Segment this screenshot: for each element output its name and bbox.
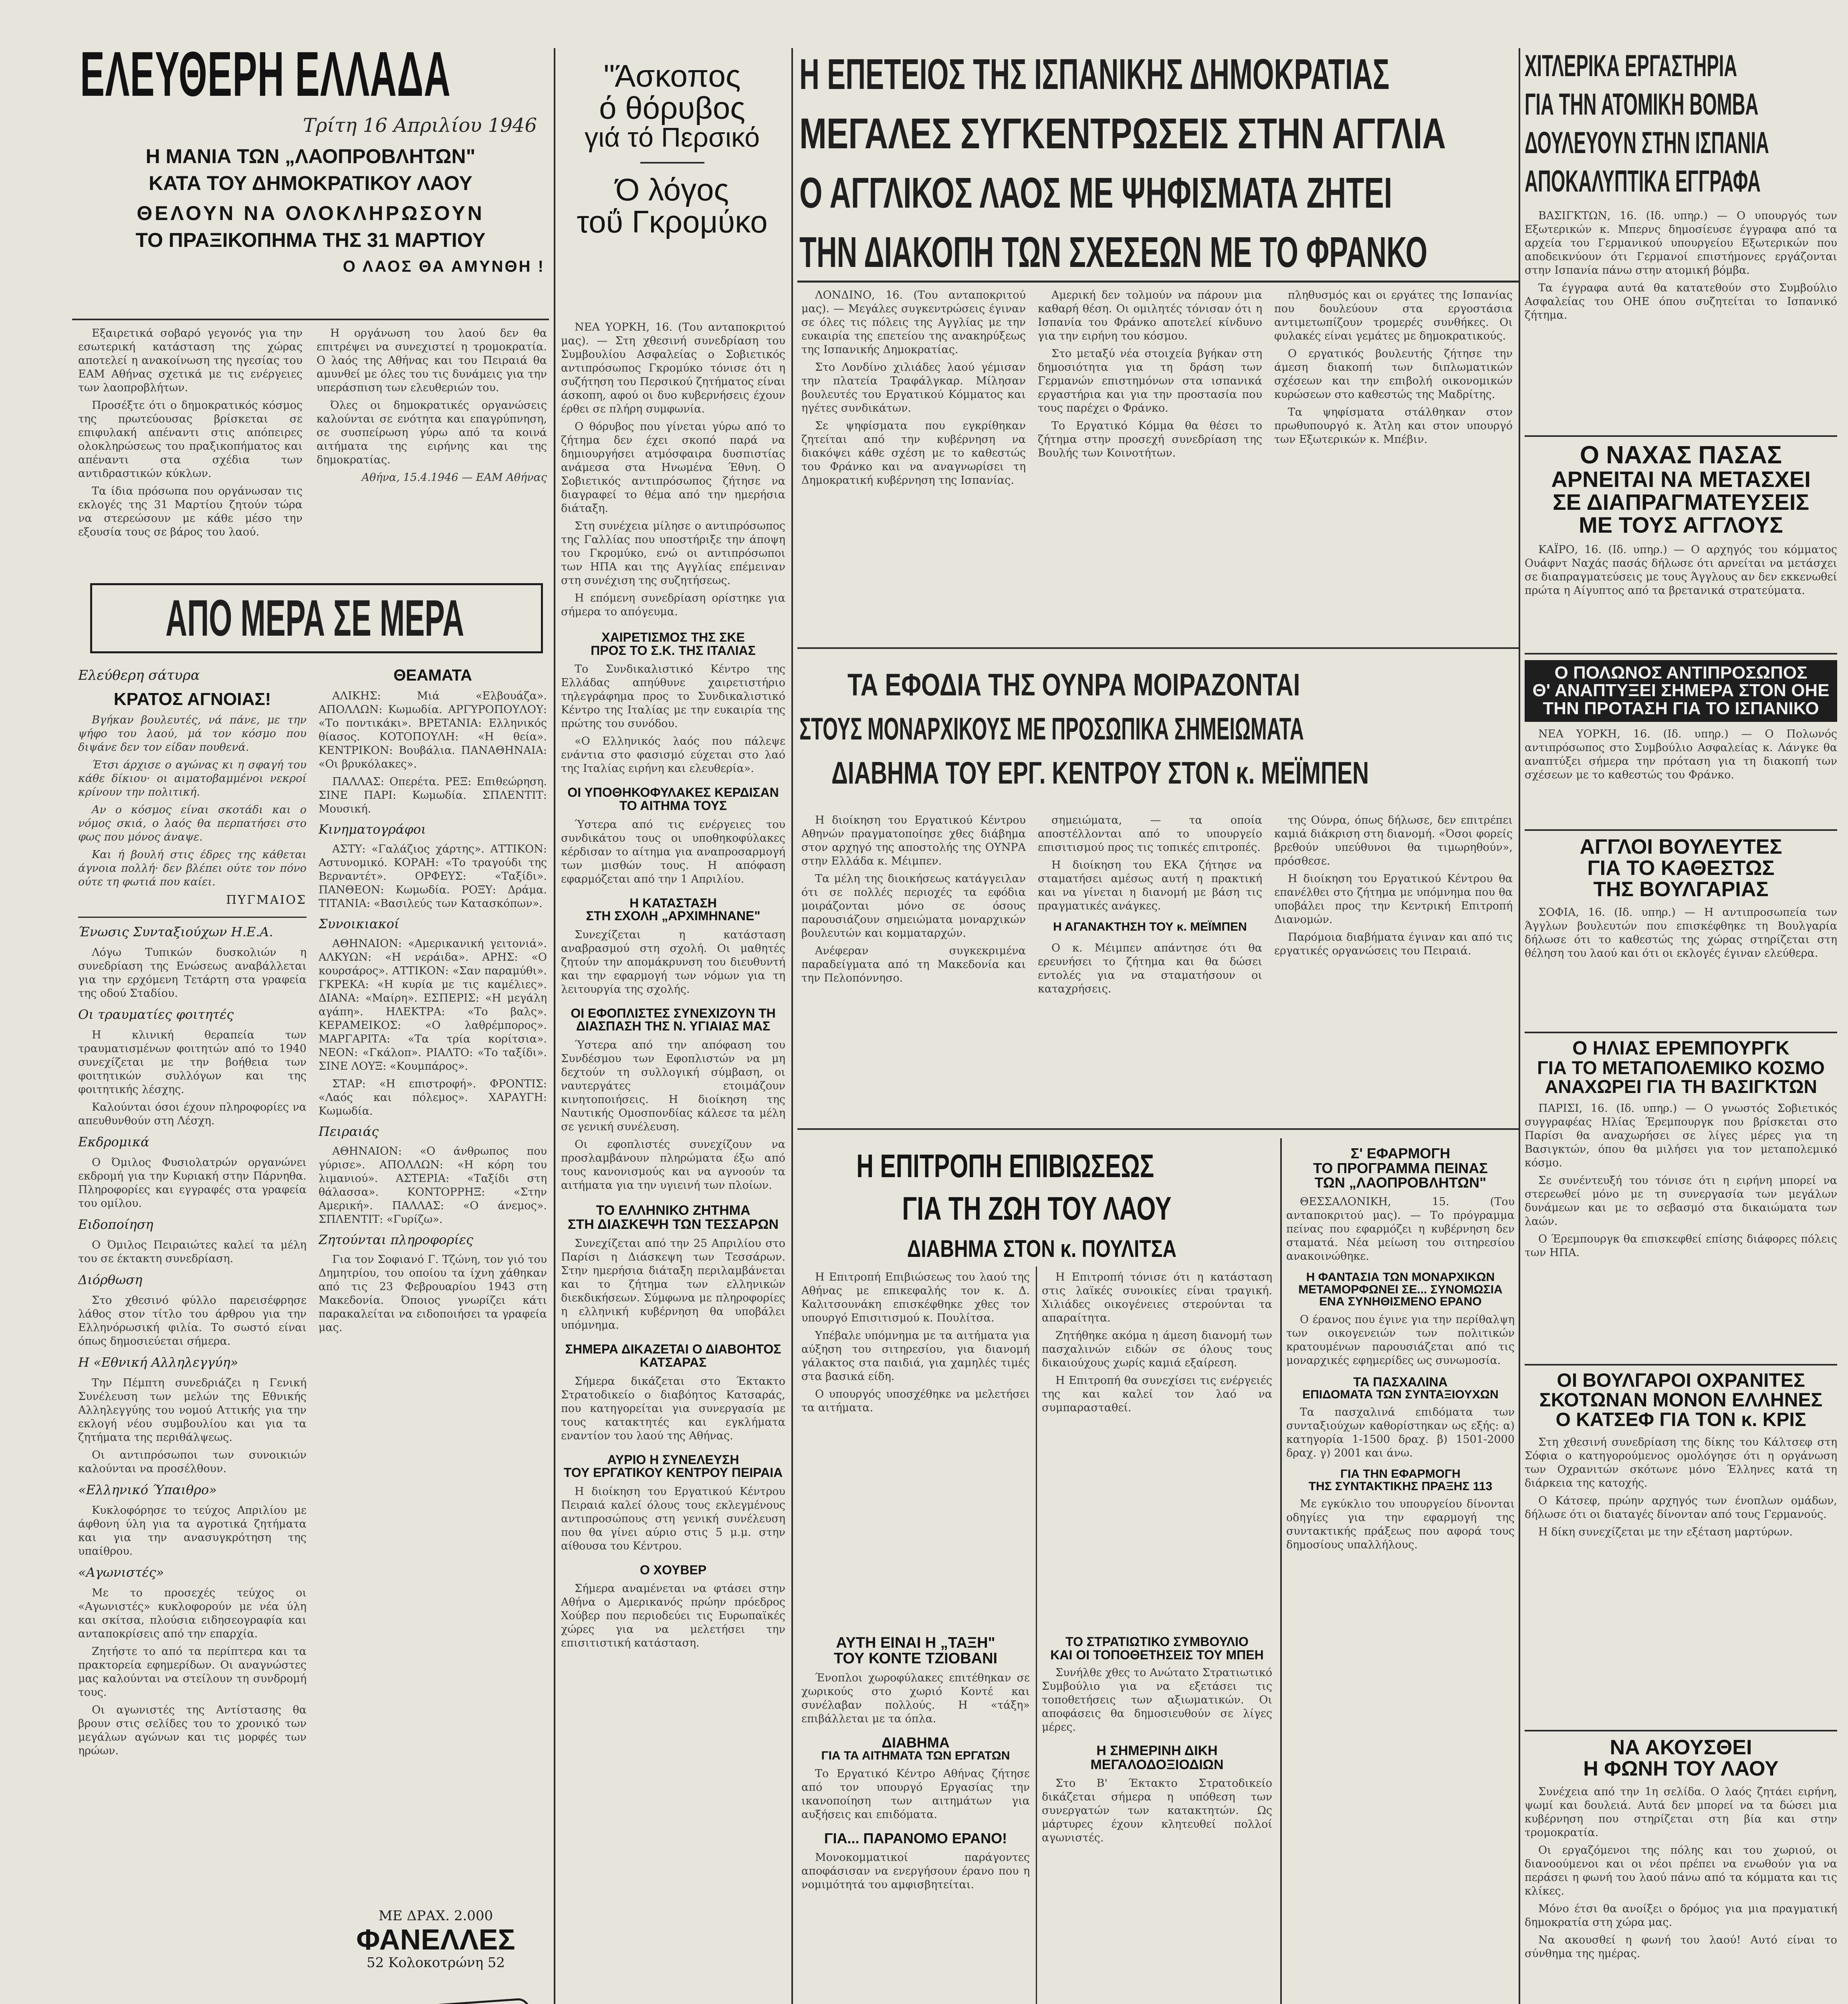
poland-1: Ο ΠΟΛΩΝΟΣ ΑΝΤΙΠΡΟΣΩΠΟΣ (1554, 663, 1808, 683)
promo-banner (341, 1998, 536, 2004)
famine-line-2: ΤΟ ΠΡΟΓΡΑΜΜΑ ΠΕΙΝΑΣ (1313, 1160, 1488, 1176)
left-sub-4: Εκδρομικά (78, 1134, 149, 1149)
col3-greekq-1: ΤΟ ΕΛΛΗΝΙΚΟ ΖΗΤΗΜΑ (596, 1203, 750, 1218)
unrra-line-2: ΣΤΟΥΣ ΜΟΝΑΡΧΙΚΟΥΣ ΜΕ ΠΡΟΣΩΠΙΚΑ ΣΗΜΕΙΩΜΑΤΑ (799, 711, 1304, 746)
left-sub-6: Διόρθωση (78, 1272, 143, 1287)
taxi-1: ΑΥΤΗ ΕΙΝΑΙ Η „ΤΑΞΗ" (836, 1635, 995, 1651)
military-1: ΤΟ ΣΤΡΑΤΙΩΤΙΚΟ ΣΥΜΒΟΥΛΙΟ (1065, 1635, 1249, 1649)
bulg-3: Ο ΚΑΤΣΕΦ ΓΙΑ ΤΟΝ κ. ΚΡΙΣ (1555, 1409, 1806, 1430)
left-sub-9: «Αγωνιστές» (78, 1564, 164, 1580)
military-2: ΚΑΙ ΟΙ ΤΟΠΟΘΕΤΗΣΕΙΣ ΤΟΥ ΜΠΕΗ (1050, 1647, 1264, 1662)
famine-line-1: Σ' ΕΦΑΡΜΟΓΗ (1350, 1146, 1451, 1162)
lead-left-line-2: ΚΑΤΑ ΤΟΥ ΔΗΜΟΚΡΑΤΙΚΟΥ ΛΑΟΥ (149, 172, 472, 194)
lead-left-line-1: Η ΜΑΝΙΑ ΤΩΝ „ΛΑΟΠΡΟΒΛΗΤΩΝ" (145, 145, 476, 168)
lead-left-tagline: Ο ΛΑΟΣ ΘΑ ΑΜΥΝΘΗ ! (343, 258, 545, 275)
theatre-cinema: Κινηματογράφοι (319, 821, 426, 837)
hitler-line-1: ΧΙΤΛΕΡΙΚΑ ΕΡΓΑΣΤΗΡΙΑ (1525, 49, 1737, 83)
persian-headline (559, 60, 785, 238)
practice-1: ΓΙΑ ΤΗΝ ΕΦΑΡΜΟΓΗ (1340, 1467, 1461, 1481)
left-poem: Βγήκαν βουλευτές, νά πάνε, με την ψήφο του λαού, μά τον κόσμο που διψάνε δεν τον είδαν πουθενά. Έτσι άρχισε ο αγώνας κι η σφαγή του κάθε δίκιου· οι αιματοβαμμένοι νεκροί κρίνουν την πολιτική. Αν ο κόσμος είναι σκοτάδι και ο νόμος σκιά, ο λαός θα περπατήσει στο φως που μόνος άναψε. Και ή βουλή στις έδρες της κάθεται άγνοια πολλή· δεν βλέπει ούτε τον πόνο ούτε τη φωτιά που καίει. (78, 713, 307, 888)
lead-left-body-2: Η οργάνωση του λαού δεν θα επιτρέψει να συνεχιστεί η τρομοκρατία. Ο λαός της Αθήνας και του Πειραιά θα αμυνθεί με όλες του τις δυνάμεις για την υπεράσπιση των ελευθεριών του. Όλες οι δημοκρατικές οργανώσεις καλούνται σε ενότητα και επαγρύπνηση, σε συσπείρωση γύρω από τα κοινά αιτήματα της ειρήνης και της δημοκρατίας. Αθήνα, 15.4.1946 — ΕΑΜ Αθήνας (317, 327, 547, 484)
persian-line-4: Ό λόγος (615, 172, 729, 208)
col3-kitsos: ΣΗΜΕΡΑ ΔΙΚΑΖΕΤΑΙ Ο ΔΙΑΒΟΗΤΟΣ ΚΑΤΣΑΡΑΣ (565, 1342, 781, 1370)
spain-body-3: πληθυσμός και οι εργάτες της Ισπανίας που δουλεύουν στα εργοστάσια αντιμετωπίζουν τρομερές συνθήκες. Οι φυλακές είναι γεμάτες με δημοκρατικούς. Ο εργατικός βουλευτής ζήτησε την άμεση διακοπή των διπλωματικών σχέσεων και την επιβολή οικονομικών κυρώσεων στο καθεστώς της Μαδρίτης. Τα ψηφίσματα στάλθηκαν στον πρωθυπουργό κ. Άτλη και στον υπουργό των Εξωτερικών κ. Μπέβιν. (1274, 289, 1513, 446)
persian-line-5: τοΰ Γκρομύκο (577, 204, 768, 239)
lead-left-body-1: Εξαιρετικά σοβαρό γεγονός για την εσωτερική κατάσταση της χώρας αποτελεί η ανακοίνωση της ηγεσίας του ΕΑΜ Αθήνας σχετικά με τις ενέργειες των λαοπροβλήτων. Προσέξτε ότι ο δημοκρατικός κόσμος της πρωτεύουσας βρίσκεται σε επιφυλακή απέναντι στις απόπειρες ολοκληρώσεως του πραξικοπήματος και απέναντι στα σχέδια των αντιδραστικών κύκλων. Τα ίδια πρόσωπα που οργάνωσαν τις εκλογές της 31 Μαρτίου ζητούν τώρα να στερεώσουν με κάθε μέσο την εξουσία τους σε βάρος του λαού. (78, 327, 303, 538)
survival-lower-left: ΑΥΤΗ ΕΙΝΑΙ Η „ΤΑΞΗ" ΤΟΥ ΚΟΝΤΕ ΤΖΙΟΒΑΝΙ Ένοπλοι χωροφύλακες επιτέθηκαν σε χωρικούς στο χωριό Κοντέ και συνέλαβαν πολλούς. Η «τάξη» επιβάλλεται με τα όπλα. ΔΙΑΒΗΜΑ ΓΙΑ ΤΑ ΑΙΤΗΜΑΤΑ ΤΩΝ ΕΡΓΑΤΩΝ Το Εργατικό Κέντρο Αθήνας ζήτησε από τον υπουργό Εργασίας την ικανοποίηση των αιτημάτων για αυξήσεις και επιδόματα. ΓΙΑ... ΠΑΡΑΝΟΜΟ ΕΡΑΝΟ! Μονοκομματικοί παράγοντες αποφάσισαν να ενεργήσουν έρανο που η νομιμότητά του αμφισβητείται. (801, 1635, 1030, 1891)
herriot-2: ΓΙΑ ΤΟ ΜΕΤΑΠΟΛΕΜΙΚΟ ΚΟΣΜΟ (1537, 1057, 1825, 1079)
col3-greetings-2: ΠΡΟΣ ΤΟ Σ.Κ. ΤΗΣ ΙΤΑΛΙΑΣ (591, 643, 756, 658)
taxi-2: ΤΟΥ ΚΟΝΤΕ ΤΖΙΟΒΑΝΙ (833, 1650, 998, 1667)
unrra-line-1: ΤΑ ΕΦΟΔΙΑ ΤΗΣ ΟΥΝΡΑ ΜΟΙΡΑΖΟΝΤΑΙ (847, 667, 1300, 702)
unrra-body-3: της Ούνρα, όπως δήλωσε, δεν επιτρέπει καμιά διάκριση στη διανομή. «Όσοι φορείς βρεθούν υπεύθυνοι θα τιμωρηθούν», πρόσθεσε. Η διοίκηση του Εργατικού Κέντρου θα επανέλθει στο ζήτημα με υπόμνημα που θα υποβάλει προς την Κεντρική Επιτροπή Διανομών. Παρόμοια διαβήματα έγιναν και από τις εργατικές οργανώσεις του Πειραιά. (1274, 814, 1513, 957)
famine-column: Σ' ΕΦΑΡΜΟΓΗ ΤΟ ΠΡΟΓΡΑΜΜΑ ΠΕΙΝΑΣ ΤΩΝ „ΛΑΟΠΡΟΒΛΗΤΩΝ" ΘΕΣΣΑΛΟΝΙΚΗ, 15. (Του ανταποκριτού μας). — Το πρόγραμμα πείνας που εφαρμόζει η κυβέρνηση δεν σταματά. Νέα μείωση του σιτηρεσίου ανακοινώθηκε. Η ΦΑΝΤΑΣΙΑ ΤΩΝ ΜΟΝΑΡΧΙΚΩΝ ΜΕΤΑΜΟΡΦΩΝΕΙ ΣΕ... ΣΥΝΟΜΩΣΙΑ ΕΝΑ ΣΥΝΗΘΙΣΜΕΝΟ ΕΡΑΝΟ Ο έρανος που έγινε για την περίθαλψη των οικογενειών των πολιτικών κρατουμένων παρουσιάζεται από τις μοναρχικές εφημερίδες ως συνωμοσία. ΤΑ ΠΑΣΧΑΛΙΝΑ ΕΠΙΔΟΜΑΤΑ ΤΩΝ ΣΥΝΤΑΞΙΟΥΧΩΝ Τα πασχαλινά επιδόματα των συνταξιούχων καθορίστηκαν ως εξής: α) κατηγορία 1-1500 δραχ. β) 1501-2000 δραχ. γ) 2001 και άνω. ΓΙΑ ΤΗΝ ΕΦΑΡΜΟΓΗ ΤΗΣ ΣΥΝΤΑΚΤΙΚΗΣ ΠΡΑΞΗΣ 113 Με εγκύκλιο του υπουργείου δίνονται οδηγίες για την εφαρμογή της συντακτικής πράξεως που αφορά τους δημοσίους υπαλλήλους. (1286, 1146, 1515, 1551)
workers-2: ΓΙΑ ΤΑ ΑΙΤΗΜΑΤΑ ΤΩΝ ΕΡΓΑΤΩΝ (821, 1749, 1010, 1763)
poland-3: ΤΗΝ ΠΡΟΤΑΣΗ ΓΙΑ ΤΟ ΙΣΠΑΝΙΚΟ (1543, 699, 1819, 719)
flannel-ad-title: ΦΑΝΕΛΛΕΣ (356, 1924, 515, 1956)
spain-line-2: ΜΕΓΑΛΕΣ ΣΥΓΚΕΝΤΡΩΣΕΙΣ ΣΤΗΝ ΑΓΓΛΙΑ (799, 109, 1446, 158)
daily-column-box (90, 583, 543, 653)
nahas-1: Ο ΝΑΧΑΣ ΠΑΣΑΣ (1580, 441, 1782, 469)
survival-line-1: Η ΕΠΙΤΡΟΠΗ ΕΠΙΒΙΩΣΕΩΣ (856, 1148, 1154, 1184)
col3-piraeus-1: ΑΥΡΙΟ Η ΣΥΝΕΛΕΥΣΗ (607, 1452, 739, 1467)
masthead-title: ΕΛΕΥΘΕΡΗ ΕΛΛΑΔΑ (80, 39, 451, 109)
survival-line-3: ΔΙΑΒΗΜΑ ΣΤΟΝ κ. ΠΟΥΛΙΤΣΑ (907, 1235, 1177, 1262)
daily-column-title: ΑΠΟ ΜΕΡΑ ΣΕ ΜΕΡΑ (165, 590, 464, 647)
nahas-4: ΜΕ ΤΟΥΣ ΑΓΓΛΟΥΣ (1579, 512, 1783, 538)
survival-body-1: Η Επιτροπή Επιβιώσεως του λαού της Αθήνας με επικεφαλής τον κ. Δ. Καλιτσουνάκη επισκέφθηκε χθες τον υπουργό Επισιτισμού κ. Πουλίτσα. Υπέβαλε υπόμνημα με τα αιτήματα για αύξηση του σιτηρεσίου, για διανομή γάλακτος στα παιδιά, για χαμηλές τιμές στα βασικά είδη. Ο υπουργός υποσχέθηκε να μελετήσει τα αιτήματα. (801, 1271, 1030, 1414)
hitler-body: ΒΑΣΙΓΚΤΩΝ, 16. (Ιδ. υπηρ.) — Ο υπουργός των Εξωτερικών κ. Μπερνς δημοσίευσε έγγραφα από τα αρχεία του Γερμανικού υπουργείου Εξωτερικών που αποδεικνύουν ότι Γερμανοί επιστήμονες εργάζονται στην Ισπανία πάνω στην ατομική βόμβα. Τα έγγραφα αυτά θα κατατεθούν στο Συμβούλιο Ασφαλείας του ΟΗΕ όπου συζητείται το Ισπανικό ζήτημα. (1525, 210, 1837, 321)
col3-greetings-1: ΧΑΙΡΕΤΙΣΜΟΣ ΤΗΣ ΣΚΕ (601, 630, 745, 644)
col3-arkimane-2: ΣΤΗ ΣΧΟΛΗ „ΑΡΧΙΜΗΝΑΝΕ" (586, 909, 761, 923)
left-section-label: Ελεύθερη σάτυρα (78, 667, 200, 683)
left-poem-author: ΠΥΓΜΑΙΟΣ (226, 893, 307, 907)
herriot-1: Ο ΗΛΙΑΣ ΕΡΕΜΠΟΥΡΓΚ (1572, 1038, 1789, 1059)
persian-line-3: γιά τό Περσικό (584, 122, 760, 153)
famine-line-3: ΤΩΝ „ΛΑΟΠΡΟΒΛΗΤΩΝ" (1314, 1174, 1487, 1191)
left-sub-8: «Ελληνικό Ύπαιθρο» (78, 1482, 217, 1497)
col3-clerks: ΟΙ ΥΠΟΘΗΚΟΦΥΛΑΚΕΣ ΚΕΡΔΙΣΑΝ ΤΟ ΑΙΤΗΜΑ ΤΟΥΣ (567, 785, 779, 813)
persian-line-1: "Άσκοπος (603, 58, 741, 93)
col3-piraeus-2: ΤΟΥ ΕΡΓΑΤΙΚΟΥ ΚΕΝΤΡΟΥ ΠΕΙΡΑΙΑ (563, 1465, 783, 1480)
col3-greekq-2: ΣΤΗ ΔΙΑΣΚΕΨΗ ΤΩΝ ΤΕΣΣΑΡΩΝ (567, 1216, 779, 1232)
theatre-wanted: Ζητούνται πληροφορίες (319, 1232, 473, 1247)
fantasy-3: ΕΝΑ ΣΥΝΗΘΙΣΜΕΝΟ ΕΡΑΝΟ (1319, 1295, 1482, 1309)
col3-arkimane-1: Η ΚΑΤΑΣΤΑΣΗ (629, 895, 717, 910)
spain-line-3: Ο ΑΓΓΛΙΚΟΣ ΛΑΟΣ ΜΕ ΨΗΦΙΣΜΑΤΑ ΖΗΤΕΙ (799, 168, 1392, 217)
unrra-sub: Η ΑΓΑΝΑΚΤΗΣΗ ΤΟΥ κ. ΜΕΪΜΠΕΝ (1053, 920, 1247, 933)
voice-2: Η ΦΩΝΗ ΤΟΥ ΛΑΟΥ (1583, 1757, 1779, 1780)
left-sub-3: Οι τραυματίες φοιτητές (78, 1006, 234, 1022)
lead-left-line-4: ΤΟ ΠΡΑΞΙΚΟΠΗΜΑ ΤΗΣ 31 ΜΑΡΤΙΟΥ (135, 229, 486, 251)
hitler-line-4: ΑΠΟΚΑΛΥΠΤΙΚΑ ΕΓΓΡΑΦΑ (1525, 164, 1761, 198)
bulg-1: ΟΙ ΒΟΥΛΓΑΡΟΙ ΟΧΡΑΝΙΤΕΣ (1557, 1370, 1805, 1392)
hitler-line-2: ΓΙΑ ΤΗΝ ΑΤΟΜΙΚΗ ΒΟΜΒΑ (1525, 87, 1759, 121)
workers-1: ΔΙΑΒΗΜΑ (882, 1734, 950, 1751)
spain-headline (799, 48, 1513, 281)
persian-line-2: ό θόρυβος (599, 90, 745, 125)
lead-left-headline (76, 146, 545, 275)
flannel-ad (325, 1908, 547, 1996)
unrra-line-3: ΔΙΑΒΗΜΑ ΤΟΥ ΕΡΓ. ΚΕΝΤΡΟΥ ΣΤΟΝ κ. ΜΕΪΜΠΕΝ (831, 755, 1369, 790)
masthead (80, 39, 549, 109)
theatre-piraeus: Πειραιάς (319, 1123, 379, 1139)
herriot-3: ΑΝΑΧΩΡΕΙ ΓΙΑ ΤΗ ΒΑΣΙΓΚΤΩΝ (1545, 1076, 1817, 1097)
masthead-date: Τρίτη 16 Απριλίου 1946 (303, 114, 537, 137)
right-column: ΧΙΤΛΕΡΙΚΑ ΕΡΓΑΣΤΗΡΙΑ ΓΙΑ ΤΗΝ ΑΤΟΜΙΚΗ ΒΟΜΒΑ ΔΟΥΛΕΥΟΥΝ ΣΤΗΝ ΙΣΠΑΝΙΑ ΑΠΟΚΑΛΥΠΤΙΚΑ ΕΓΓΡΑΦΑ ΒΑΣΙΓΚΤΩΝ, 16. (Ιδ. υπηρ.) — Ο υπουργός των Εξωτερικών κ. Μπερνς δημοσίευσε έγγραφα από τα αρχεία του Γερμανικού υπουργείου Εξωτερικών που αποδεικνύουν ότι Γερμανοί επιστήμονες εργάζονται στην Ισπανία πάνω στην ατομική βόμβα. Τα έγγραφα αυτά θα κατατεθούν στο Συμβούλιο Ασφαλείας του ΟΗΕ όπου συζητείται το Ισπανικό ζήτημα. Ο ΝΑΧΑΣ ΠΑΣΑΣ ΑΡΝΕΙΤΑΙ ΝΑ ΜΕΤΑΣΧΕΙ ΣΕ ΔΙΑΠΡΑΓΜΑΤΕΥΣΕΙΣ ΜΕ ΤΟΥΣ ΑΓΓΛΟΥΣ ΚΑΪΡΟ, 16. (Ιδ. υπηρ.) — Ο αρχηγός του κόμματος Ουάφντ Ναχάς πασάς δήλωσε ότι αρνείται να μετάσχει σε διαπραγματεύσεις με τους Άγγλους αν δεν εκκενωθεί πρώτα η Αίγυπτος από τα βρετανικά στρατεύματα. Ο ΠΟΛΩΝΟΣ ΑΝΤΙΠΡΟΣΩΠΟΣ Θ' ΑΝΑΠΤΥΞΕΙ ΣΗΜΕΡΑ ΣΤΟΝ ΟΗΕ ΤΗΝ ΠΡΟΤΑΣΗ ΓΙΑ ΤΟ ΙΣΠΑΝΙΚΟ ΝΕΑ ΥΟΡΚΗ, 16. (Ιδ. υπηρ.) — Ο Πολωνός αντιπρόσωπος στο Συμβούλιο Ασφαλείας κ. Λάνγκε θα αναπτύξει σήμερα την πρόταση για τη διακοπή των σχέσεων με το καθεστώς του Φράνκο. ΑΓΓΛΟΙ ΒΟΥΛΕΥΤΕΣ ΓΙΑ ΤΟ ΚΑΘΕΣΤΩΣ ΤΗΣ ΒΟΥΛΓΑΡΙΑΣ ΣΟΦΙΑ, 16. (Ιδ. υπηρ.) — Η αντιπροσωπεία των Άγγλων βουλευτών που επισκέφθηκε τη Βουλγαρία δήλωσε ότι το καθεστώς της χώρας στηρίζεται στη θέληση του λαού και ότι οι εκλογές έγιναν ελεύθερα. Ο ΗΛΙΑΣ ΕΡΕΜΠΟΥΡΓΚ ΓΙΑ ΤΟ ΜΕΤΑΠΟΛΕΜΙΚΟ ΚΟΣΜΟ ΑΝΑΧΩΡΕΙ ΓΙΑ ΤΗ ΒΑΣΙΓΚΤΩΝ ΠΑΡΙΣΙ, 16. (Ιδ. υπηρ.) — Ο γνωστός Σοβιετικός συγγραφέας Ηλίας Έρεμπουργκ που βρίσκεται στο Παρίσι θα αναχωρήσει σε λίγες μέρες για τη Βασιγκτών, όπου θα μιλήσει για τον μεταπολεμικό κόσμο. Σε συνέντευξή του τόνισε ότι η ειρήνη μπορεί να στερεωθεί μόνο με τη συνεργασία των μεγάλων δυνάμεων και με το σεβασμό στα δικαιώματα των λαών. Ο Έρεμπουργκ θα επισκεφθεί επίσης διάφορες πόλεις των ΗΠΑ. ΟΙ ΒΟΥΛΓΑΡΟΙ ΟΧΡΑΝΙΤΕΣ ΣΚΟΤΩΝΑΝ ΜΟΝΟΝ ΕΛΛΗΝΕΣ Ο ΚΑΤΣΕΦ ΓΙΑ ΤΟΝ κ. ΚΡΙΣ Στη χθεσινή συνεδρίαση της δίκης του Κάλτσεφ στη Σόφια ο κατηγορούμενος ομολόγησε ότι η οργάνωση των Οχρανιτών σκότωνε μόνο Έλληνες κατά τη διάρκεια της κατοχής. Ο Κάτσεφ, πρώην αρχηγός των ένοπλων ομάδων, δήλωσε ότι οι διαταγές δίνονταν από τους Γερμανούς. Η δίκη συνεχίζεται με την εξέταση μαρτύρων. ΝΑ ΑΚΟΥΣΘΕΙ Η ΦΩΝΗ ΤΟΥ ΛΑΟΥ Συνέχεια από την 1η σελίδα. Ο λαός ζητάει ειρήνη, ψωμί και δουλειά. Αυτά δεν μπορεί να τα δώσει μια κυβέρνηση που στηρίζεται στη βία και στην τρομοκρατία. Οι εργαζόμενοι της πόλης και του χωριού, οι διανοούμενοι και οι νέοι πρέπει να ενωθούν για να περάσει η φωνή του λαού πάνω από τα κόμματα και τις κλίκες. Μόνο έτσι θα ανοίξει ο δρόμος για μια πραγματική δημοκρατία στη χώρα μας. Να ακουσθεί η φωνή του λαού! Αυτό είναι το σύνθημα της ημέρας. (1525, 49, 1837, 1960)
practice-2: ΤΗΣ ΣΥΝΤΑΚΤΙΚΗΣ ΠΡΑΞΗΣ 113 (1308, 1479, 1493, 1493)
mp-2: ΓΙΑ ΤΟ ΚΑΘΕΣΤΩΣ (1587, 857, 1775, 880)
lead-left-line-3: ΘΕΛΟΥΝ ΝΑ ΟΛΟΚΛΗΡΩΣΟΥΝ (137, 202, 484, 224)
left-sub-5: Ειδοποίηση (78, 1216, 153, 1232)
easter-2: ΕΠΙΔΟΜΑΤΑ ΤΩΝ ΣΥΝΤΑΞΙΟΥΧΩΝ (1302, 1388, 1499, 1401)
nahas-2: ΑΡΝΕΙΤΑΙ ΝΑ ΜΕΤΑΣΧΕΙ (1551, 467, 1811, 492)
unrra-body-2: σημειώματα, — τα οποία αποστέλλονται από το υπουργείο επισιτισμού προς τις τοπικές επιτροπές. Η διοίκηση του ΕΚΑ ζήτησε να σταματήσει αμέσως αυτή η πρακτική και να γίνεται η διανομή με βάση τις πραγματικές ανάγκες. Η ΑΓΑΝΑΚΤΗΣΗ ΤΟΥ κ. ΜΕΪΜΠΕΝ Ο κ. Μέιμπεν απάντησε ότι θα ερευνήσει το ζήτημα και θα δώσει εντολές για να σταματήσουν οι καταχρήσεις. (1038, 814, 1262, 995)
unrra-headline (799, 665, 1517, 802)
eranos: ΓΙΑ... ΠΑΡΑΝΟΜΟ ΕΡΑΝΟ! (824, 1830, 1007, 1846)
survival-headline (801, 1146, 1282, 1265)
spain-body-2: Αμερική δεν τολμούν να πάρουν μια καθαρή θέση. Οι ομιλητές τόνισαν ότι η Ισπανία του Φράνκο αποτελεί κίνδυνο για την ειρήνη του κόσμου. Στο μεταξύ νέα στοιχεία βγήκαν στη δημοσιότητα για τη δράση των Γερμανών επιστημόνων στα ισπανικά εργαστήρια και για την προστασία που τους παρέχει ο Φράνκο. Το Εργατικό Κόμμα θα θέσει το ζήτημα στην προσεχή συνεδρίαση της Βουλής των Κοινοτήτων. (1038, 289, 1262, 459)
spain-body-1: ΛΟΝΔΙΝΟ, 16. (Του ανταποκριτού μας). — Μεγάλες συγκεντρώσεις έγιναν σε όλες τις πόλεις της Αγγλίας με την ευκαιρία της επετείου της ανακηρύξεως της Ισπανικής Δημοκρατίας. Στο Λονδίνο χιλιάδες λαού γέμισαν την πλατεία Τραφάλγκαρ. Μίλησαν βουλευτές του Εργατικού Κόμματος και ηγέτες συνδικάτων. Σε ψηφίσματα που εγκρίθηκαν ζητείται από την κυβέρνηση να διακόψει κάθε σχέση με το καθεστώς του Φράνκο και να αναγνωρίσει τη Δημοκρατική κυβέρνηση της Ισπανίας. (801, 289, 1026, 487)
flannel-ad-price: ΜΕ ΔΡΑΧ. 2.000 (378, 1908, 493, 1924)
survival-lower-right: ΤΟ ΣΤΡΑΤΙΩΤΙΚΟ ΣΥΜΒΟΥΛΙΟ ΚΑΙ ΟΙ ΤΟΠΟΘΕΤΗΣΕΙΣ ΤΟΥ ΜΠΕΗ Συνήλθε χθες το Ανώτατο Στρατιωτικό Συμβούλιο για να εξετάσει τις τοποθετήσεις των αξιωματικών. Οι αποφάσεις θα δημοσιευθούν σε λίγες μέρες. Η ΣΗΜΕΡΙΝΗ ΔΙΚΗ ΜΕΓΑΛΟΔΟΞΙΟΔΙΩΝ Στο Β' Έκτακτο Στρατοδικείο δικάζεται σήμερα η υπόθεση των συνεργατών των κατακτητών. Ως μάρτυρες έχουν κλητευθεί πολλοί αγωνιστές. (1042, 1635, 1272, 1844)
left-sub-2: Ένωσις Συνταξιούχων Η.Ε.Α. (78, 924, 273, 939)
poland-2: Θ' ΑΝΑΠΤΥΞΕΙ ΣΗΜΕΡΑ ΣΤΟΝ ΟΗΕ (1532, 681, 1830, 701)
theatre-outskirts: Συνοικιακοί (319, 916, 399, 931)
voice-1: ΝΑ ΑΚΟΥΣΘΕΙ (1610, 1735, 1752, 1759)
column-3: ΝΕΑ ΥΟΡΚΗ, 16. (Του ανταποκριτού μας). — Στη χθεσινή συνεδρίαση του Συμβουλίου Ασφαλείας ο Σοβιετικός αντιπρόσωπος Γκρομύκο τόνισε ότι η συζήτηση του Περσικού ζητήματος είναι άσκοπη, αφού οι δυο κυβερνήσεις έχουν έρθει σε πλήρη συμφωνία. Ο θόρυβος που γίνεται γύρω από το ζήτημα δεν έχει σκοπό παρά να δημιουργήσει ατμόσφαιρα δυσπιστίας ανάμεσα στα Ηνωμένα Έθνη. Ο Σοβιετικός αντιπρόσωπος ζήτησε να διαγραφεί το θέμα από την ημερήσια διάταξη. Στη συνέχεια μίλησε ο αντιπρόσωπος της Γαλλίας που υποστήριξε την άποψη του Γκρομύκο, ενώ οι αντιπρόσωποι των ΗΠΑ και της Αγγλίας επέμειναν στη συνέχιση της συζητήσεως. Η επόμενη συνεδρίαση ορίστηκε για σήμερα το απόγευμα. ΧΑΙΡΕΤΙΣΜΟΣ ΤΗΣ ΣΚΕ ΠΡΟΣ ΤΟ Σ.Κ. ΤΗΣ ΙΤΑΛΙΑΣ Το Συνδικαλιστικό Κέντρο της Ελλάδας απηύθυνε χαιρετιστήριο τηλεγράφημα προς το Συνδικαλιστικό Κέντρο της Ιταλίας με την ευκαιρία της πρώτης του συνόδου. «Ο Ελληνικός λαός που πάλεψε ενάντια στο φασισμό εύχεται στο λαό της Ιταλίας ειρήνη και ελευθερία». ΟΙ ΥΠΟΘΗΚΟΦΥΛΑΚΕΣ ΚΕΡΔΙΣΑΝ ΤΟ ΑΙΤΗΜΑ ΤΟΥΣ Ύστερα από τις ενέργειες του συνδικάτου τους οι υποθηκοφύλακες κέρδισαν το αίτημα για αναπροσαρμογή των μισθών τους. Η απόφαση εφαρμόζεται από την 1 Απριλίου. Η ΚΑΤΑΣΤΑΣΗ ΣΤΗ ΣΧΟΛΗ „ΑΡΧΙΜΗΝΑΝΕ" Συνεχίζεται η κατάσταση αναβρασμού στη σχολή. Οι μαθητές ζητούν την απομάκρυνση του διευθυντή και την εφαρμογή των νόμων για τη λειτουργία της σχολής. ΟΙ ΕΦΟΠΛΙΣΤΕΣ ΣΥΝΕΧΙΖΟΥΝ ΤΗ ΔΙΑΣΠΑΣΗ ΤΗΣ Ν. ΥΓΙΑΙΑΣ ΜΑΣ Ύστερα από την απόφαση του Συνδέσμου των Εφοπλιστών να μη δεχτούν τη συλλογική σύμβαση, οι ναυτεργάτες ετοιμάζουν κινητοποιήσεις. Η διοίκηση της Ναυτικής Ομοσπονδίας κάλεσε τα μέλη σε γενική συνέλευση. Οι εφοπλιστές συνεχίζουν να προσλαμβάνουν πληρώματα έξω από τους κανονισμούς και να αγνοούν τα αιτήματα για την υγιεινή των πλοίων. ΤΟ ΕΛΛΗΝΙΚΟ ΖΗΤΗΜΑ ΣΤΗ ΔΙΑΣΚΕΨΗ ΤΩΝ ΤΕΣΣΑΡΩΝ Συνεχίζεται από την 25 Απριλίου στο Παρίσι η Διάσκεψη των Τεσσάρων. Στην ημερήσια διάταξη περιλαμβάνεται και το ζήτημα των ελληνικών διεκδικήσεων. Σύμφωνα με πληροφορίες η ελληνική κυβέρνηση θα υποβάλει υπόμνημα. ΣΗΜΕΡΑ ΔΙΚΑΖΕΤΑΙ Ο ΔΙΑΒΟΗΤΟΣ ΚΑΤΣΑΡΑΣ Σήμερα δικάζεται στο Έκτακτο Στρατοδικείο ο διαβόητος Κατσαράς, που κατηγορείται για συνεργασία με τους κατακτητές και εγκλήματα εναντίον του λαού της Αθήνας. ΑΥΡΙΟ Η ΣΥΝΕΛΕΥΣΗ ΤΟΥ ΕΡΓΑΤΙΚΟΥ ΚΕΝΤΡΟΥ ΠΕΙΡΑΙΑ Η διοίκηση του Εργατικού Κέντρου Πειραιά καλεί όλους τους εκλεγμένους αντιπροσώπους στη γενική συνέλευση που θα γίνει αύριο στις 5 μ.μ. στην αίθουσα του Κέντρου. Ο ΧΟΥΒΕΡ Σήμερα αναμένεται να φτάσει στην Αθήνα ο Αμερικανός πρώην πρόεδρος Χούβερ που περιοδεύει τις Ευρωπαϊκές χώρες για να μελετήσει την επισιτιστική κατάσταση. (561, 321, 785, 1650)
trial-2: ΜΕΓΑΛΟΔΟΞΙΟΔΙΩΝ (1090, 1757, 1224, 1772)
unrra-body-1: Η διοίκηση του Εργατικού Κέντρου Αθηνών πραγματοποίησε χθες διάβημα στον αρχηγό της αποστολής της ΟΥΝΡΑ στην Ελλάδα κ. Μέιμπεν. Τα μέλη της διοικήσεως κατάγγειλαν ότι σε πολλές περιοχές τα εφόδια μοιράζονται μόνο σε όσους παρουσιάζουν σημειώματα μοναρχικών βουλευτών και κομματαρχών. Ανέφεραν συγκεκριμένα παραδείγματα από τη Μακεδονία και την Πελοπόννησο. (801, 814, 1026, 984)
flannel-ad-address: 52 Κολοκοτρώνη 52 (366, 1955, 505, 1971)
easter-1: ΤΑ ΠΑΣΧΑΛΙΝΑ (1353, 1374, 1448, 1389)
col3-pharma: ΟΙ ΕΦΟΠΛΙΣΤΕΣ ΣΥΝΕΧΙΖΟΥΝ ΤΗ ΔΙΑΣΠΑΣΗ ΤΗΣ Ν. ΥΓΙΑΙΑΣ ΜΑΣ (571, 1006, 776, 1034)
left-sub-1: ΚΡΑΤΟΣ ΑΓΝΟΙΑΣ! (113, 689, 271, 709)
mp-1: ΑΓΓΛΟΙ ΒΟΥΛΕΥΤΕΣ (1580, 835, 1782, 859)
survival-line-2: ΓΙΑ ΤΗ ΖΩΗ ΤΟΥ ΛΑΟΥ (902, 1190, 1172, 1227)
left-column: Ελεύθερη σάτυρα ΚΡΑΤΟΣ ΑΓΝΟΙΑΣ! Βγήκαν βουλευτές, νά πάνε, με την ψήφο του λαού, μά τον κόσμο που διψάνε δεν τον είδαν πουθενά. Έτσι άρχισε ο αγώνας κι η σφαγή του κάθε δίκιου· οι αιματοβαμμένοι νεκροί κρίνουν την πολιτική. Αν ο κόσμος είναι σκοτάδι και ο νόμος σκιά, ο λαός θα περπατήσει στο φως που μόνος άναψε. Και ή βουλή στις έδρες της κάθεται άγνοια πολλή· δεν βλέπει ούτε τον πόνο ούτε τη φωτιά που καίει. ΠΥΓΜΑΙΟΣ Ένωσις Συνταξιούχων Η.Ε.Α. Λόγω Τυπικών δυσκολιών η συνεδρίαση της Ενώσεως αναβάλλεται για την ερχόμενη Τετάρτη στα γραφεία της οδού Σταδίου. Οι τραυματίες φοιτητές Η κλινική θεραπεία των τραυματισμένων φοιτητών από το 1940 συνεχίζεται με την βοήθεια των φοιτητικών συλλόγων και της φοιτητικής λέσχης. Καλούνται όσοι έχουν πληροφορίες να απευθυνθούν στη Λέσχη. Εκδρομικά Ο Όμιλος Φυσιολατρών οργανώνει εκδρομή για την Κυριακή στην Πάρνηθα. Πληροφορίες και εγγραφές στα γραφεία του ομίλου. Ειδοποίηση Ο Όμιλος Πειραιώτες καλεί τα μέλη του σε έκτακτη συνεδρίαση. Διόρθωση Στο χθεσινό φύλλο παρεισέφρησε λάθος στον τίτλο του άρθρου για την Ελληνόρωσική φιλία. Το σωστό είναι όπως δημοσιεύεται σήμερα. Η «Εθνική Αλληλεγγύη» Την Πέμπτη συνεδριάζει η Γενική Συνέλευση των μελών της Εθνικής Αλληλεγγύης του νομού Αττικής για την εκλογή νέου συμβουλίου και για τα ζητήματα της περιθάλψεως. Οι αντιπρόσωποι των συνοικιών καλούνται να προσέλθουν. «Ελληνικό Ύπαιθρο» Κυκλοφόρησε το τεύχος Απριλίου με άφθονη ύλη για τα αγροτικά ζητήματα και για την ανασυγκρότηση της υπαίθρου. «Αγωνιστές» Με το προσεχές τεύχος οι «Αγωνιστές» κυκλοφορούν με νέα ύλη και σκίτσα, πλούσια ειδησεογραφία και ανταποκρίσεις από την επαρχία. Ζητήστε το από τα περίπτερα και τα πρακτορεία εφημερίδων. Οι αναγνώστες μας καλούνται να στείλουν τη συνδρομή τους. Οι αγωνιστές της Αντίστασης θα βρουν στις σελίδες του το χρονικό των μεγάλων αγώνων και τις μορφές των ηρώων. (78, 667, 307, 1757)
mp-3: ΤΗΣ ΒΟΥΛΓΑΡΙΑΣ (1593, 878, 1769, 901)
fantasy-1: Η ΦΑΝΤΑΣΙΑ ΤΩΝ ΜΟΝΑΡΧΙΚΩΝ (1306, 1271, 1495, 1284)
theatre-column: ΘΕΑΜΑΤΑ ΑΛΙΚΗΣ: Μιά «Ελβουάζα». ΑΠΟΛΛΩΝ: Κωμωδία. ΑΡΓΥΡΟΠΟΥΛΟΥ: «Το ποντικάκι». ΒΡΕΤΑΝΙΑ: Ελληνικός θίασος. ΚΟΤΟΠΟΥΛΗ: «Η θεία». ΚΕΝΤΡΙΚΟΝ: Βουβάλια. ΠΑΝΑΘΗΝΑΙΑ: «Οι βρυκόλακες». ΠΑΛΛΑΣ: Οπερέτα. ΡΕΞ: Επιθεώρηση. ΣΙΝΕ ΠΑΡΙ: Κωμωδία. ΣΠΛΕΝΤΙΤ: Μουσική. Κινηματογράφοι ΑΣΤΥ: «Γαλάζιος χάρτης». ΑΤΤΙΚΟΝ: Αστυνομικό. ΚΟΡΑΗ: «Το τραγούδι της Βερναντέτ». ΟΡΦΕΥΣ: «Ταξίδι». ΠΑΝΘΕΟΝ: Κωμωδία. ΡΟΞΥ: Δράμα. ΤΙΤΑΝΙΑ: «Βασιλεύς των Κατασκόπων». Συνοικιακοί ΑΘΗΝΑΙΟΝ: «Αμερικανική γειτονιά». ΑΛΚΥΩΝ: «Η νεράιδα». ΑΡΗΣ: «Ο κουρσάρος». ΑΤΤΙΚΟΝ: «Σαν παραμύθι». ΓΚΡΕΚΑ: «Η κυρία με τις καμέλιες». ΔΙΑΝΑ: «Μαίρη». ΕΣΠΕΡΙΣ: «Η μεγάλη αγάπη». ΗΛΕΚΤΡΑ: «Το βαλς». ΚΕΡΑΜΕΙΚΟΣ: «Ο λαθρέμπορος». ΜΑΡΓΑΡΙΤΑ: «Τα τρία κορίτσια». ΝΕΟΝ: «Γκάλοπ». ΡΙΑΛΤΟ: «Το ταξίδι». ΣΙΝΕ ΛΟΥΞ: «Κουμπάρος». ΣΤΑΡ: «Η επιστροφή». ΦΡΟΝΤΙΣ: «Λαός και πόλεμος». ΧΑΡΑΥΓΗ: Κωμωδία. Πειραιάς ΑΘΗΝΑΙΟΝ: «Ο άνθρωπος που γύρισε». ΑΠΟΛΛΩΝ: «Η κόρη του λιμανιού». ΑΣΤΕΡΙΑ: «Ταξίδι στη θάλασσα». ΚΟΝΤΟΡΡΗΞ: «Στην Αμερική». ΠΑΛΛΑΣ: «Ο άνεμος». ΣΠΛΕΝΤΙΤ: «Γυρίζω». Ζητούνται πληροφορίες Για τον Σοφιανό Γ. Τζώνη, τον γιό του Δημητρίου, του οποίου τα ίχνη χάθηκαν από τις 23 Φεβρουαρίου 1943 στη Μακεδονία. Όποιος γνωρίζει κάτι παρακαλείται να ειδοποιήσει τα γραφεία μας. (319, 667, 547, 1334)
spain-line-4: ΤΗΝ ΔΙΑΚΟΠΗ ΤΩΝ ΣΧΕΣΕΩΝ ΜΕ ΤΟ ΦΡΑΝΚΟ (799, 228, 1428, 276)
theatre-title: ΘΕΑΜΑΤΑ (393, 667, 472, 684)
fantasy-2: ΜΕΤΑΜΟΡΦΩΝΕΙ ΣΕ... ΣΥΝΟΜΩΣΙΑ (1298, 1283, 1503, 1296)
left-sub-7: Η «Εθνική Αλληλεγγύη» (78, 1354, 238, 1370)
lead-left-signature: ΕΑΜ Αθήνας (476, 471, 547, 484)
spain-line-1: Η ΕΠΕΤΕΙΟΣ ΤΗΣ ΙΣΠΑΝΙΚΗΣ ΔΗΜΟΚΡΑΤΙΑΣ (799, 50, 1390, 98)
trial-1: Η ΣΗΜΕΡΙΝΗ ΔΙΚΗ (1096, 1743, 1218, 1759)
bulg-2: ΣΚΟΤΩΝΑΝ ΜΟΝΟΝ ΕΛΛΗΝΕΣ (1539, 1390, 1823, 1411)
nahas-3: ΣΕ ΔΙΑΠΡΑΓΜΑΤΕΥΣΕΙΣ (1553, 489, 1809, 515)
col3-hoover: Ο ΧΟΥΒΕΡ (640, 1562, 707, 1577)
survival-body-2: Η Επιτροπή τόνισε ότι η κατάσταση στις λαϊκές συνοικίες είναι τραγική. Χιλιάδες οικογένειες στερούνται τα απαραίτητα. Ζητήθηκε ακόμα η άμεση διανομή των πασχαλινών ειδών σε όλους τους δικαιούχους χωρίς καμιά εξαίρεση. Η Επιτροπή θα συνεχίσει τις ενέργειές της και καλεί τον λαό να συμπαρασταθεί. (1042, 1271, 1272, 1414)
hitler-line-3: ΔΟΥΛΕΥΟΥΝ ΣΤΗΝ ΙΣΠΑΝΙΑ (1525, 126, 1769, 160)
